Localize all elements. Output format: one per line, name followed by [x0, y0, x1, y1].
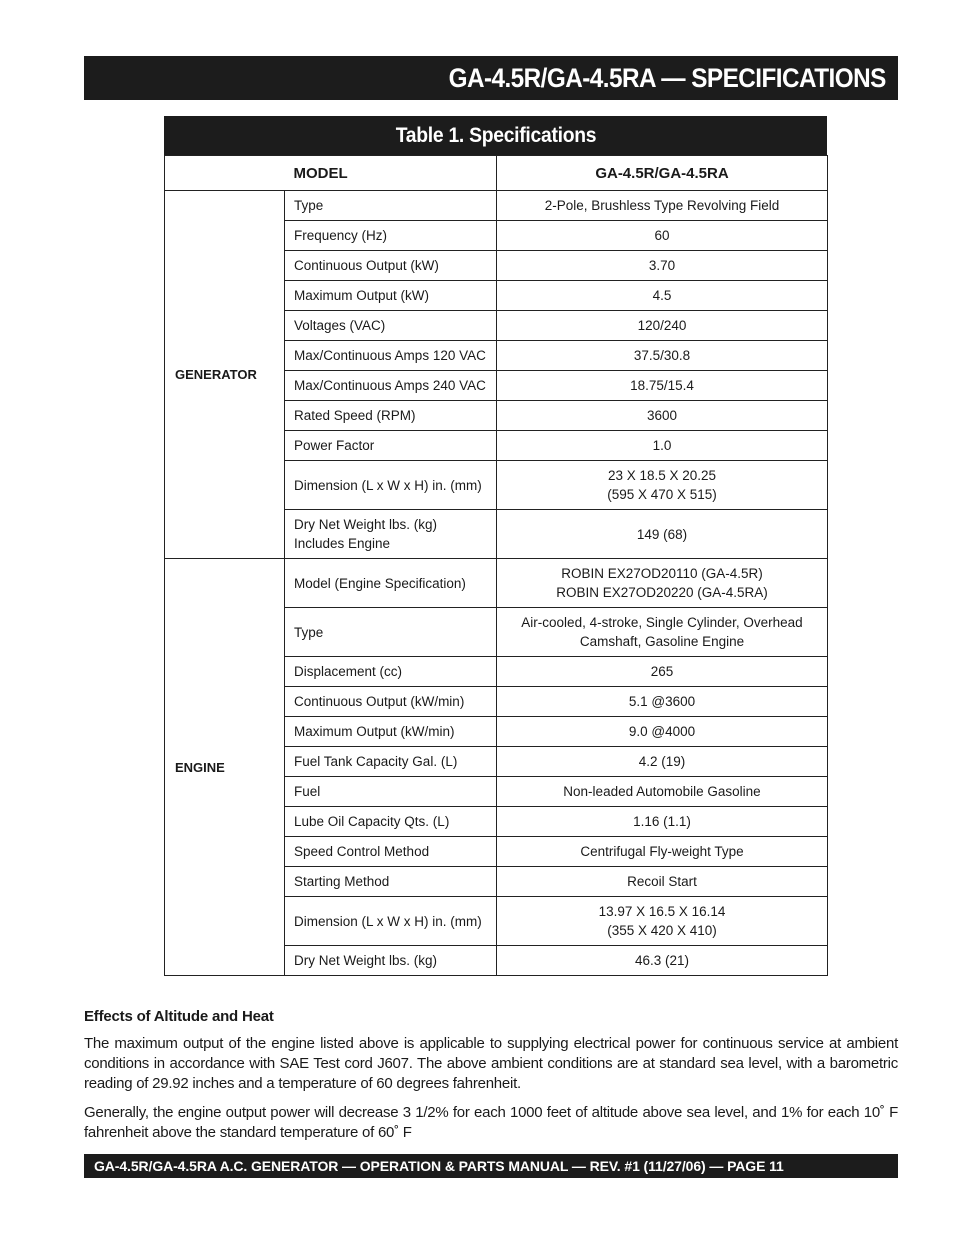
table-title-bar [164, 116, 827, 155]
spec-label [285, 401, 497, 431]
model-blank-cell [165, 156, 285, 191]
spec-label [285, 510, 497, 559]
spec-label-line: Rated Speed (RPM) [294, 408, 416, 423]
spec-label-line: Starting Method [294, 874, 390, 889]
spec-value-line: 149 (68) [636, 526, 688, 542]
spec-value [497, 867, 828, 897]
spec-label-line: Displacement (cc) [294, 664, 403, 679]
section-heading: Effects of Altitude and Heat [84, 1008, 274, 1025]
page-header [84, 56, 898, 100]
spec-label [285, 657, 497, 687]
page-footer [84, 1154, 898, 1178]
spec-value [497, 251, 828, 281]
spec-value-line: 5.1 @3600 [628, 694, 696, 709]
generator-spec-row [165, 191, 828, 221]
spec-value-line: 46.3 (21) [634, 953, 690, 968]
spec-label [285, 559, 497, 608]
spec-label-line: Dry Net Weight lbs. (kg) [294, 953, 438, 968]
spec-label-line: Max/Continuous Amps 240 VAC [294, 378, 486, 393]
spec-label [285, 837, 497, 867]
spec-label [285, 897, 497, 946]
spec-value-line: 1.16 (1.1) [633, 814, 691, 829]
spec-value-line: 265 [650, 664, 674, 679]
spec-value-line: 4.2 (19) [638, 754, 686, 769]
spec-label [285, 311, 497, 341]
spec-label [285, 946, 497, 976]
spec-value-line: ROBIN EX27OD20220 (GA-4.5RA) [556, 585, 768, 600]
spec-label [285, 431, 497, 461]
engine-group-label: ENGINE [165, 559, 285, 976]
spec-label [285, 281, 497, 311]
spec-value-line: 120/240 [637, 318, 687, 333]
spec-value [497, 687, 828, 717]
spec-label-line: Power Factor [294, 438, 375, 453]
spec-value-line: 37.5/30.8 [633, 348, 691, 363]
spec-value-line: Air-cooled, 4-stroke, Single Cylinder, Overhead [521, 615, 803, 630]
paragraph-derating: Generally, the engine output power will decrease 3 1/2% for each 1000 feet of altitude above sea level, and 1% for each 10˚ F fahrenheit above the standard temperature of 60˚ F [84, 1104, 898, 1141]
spec-label [285, 747, 497, 777]
spec-value [497, 401, 828, 431]
engine-spec-row [165, 559, 828, 608]
spec-value-line: Camshaft, Gasoline Engine [579, 634, 745, 649]
spec-value-line: 9.0 @4000 [628, 724, 696, 739]
spec-value-line: (595 X 470 X 515) [607, 487, 717, 502]
model-value: GA-4.5R/GA-4.5RA [497, 156, 828, 191]
spec-label-line: Continuous Output (kW/min) [294, 694, 465, 709]
spec-value-line: ROBIN EX27OD20110 (GA-4.5R) [561, 566, 763, 581]
spec-label [285, 777, 497, 807]
spec-label-line: Lube Oil Capacity Qts. (L) [294, 814, 450, 829]
spec-value [497, 431, 828, 461]
spec-label-line: Dry Net Weight lbs. (kg) [294, 517, 438, 532]
spec-value [497, 281, 828, 311]
footer-text: GA-4.5R/GA-4.5RA A.C. GENERATOR — OPERATION & PARTS MANUAL — REV. #1 (11/27/06) — PAGE 11 [94, 1158, 784, 1174]
page-title: GA-4.5R/GA-4.5RA — SPECIFICATIONS [448, 63, 886, 93]
spec-label [285, 191, 497, 221]
spec-value [497, 559, 828, 608]
model-label: MODEL [285, 156, 497, 191]
spec-value [497, 837, 828, 867]
spec-label-line: Max/Continuous Amps 120 VAC [294, 348, 486, 363]
spec-label [285, 717, 497, 747]
spec-value-line: 1.0 [652, 438, 672, 453]
spec-value [497, 371, 828, 401]
generator-group-label: GENERATOR [165, 191, 285, 559]
spec-value [497, 608, 828, 657]
spec-label-line: Voltages (VAC) [294, 318, 386, 333]
spec-label-line: Maximum Output (kW) [294, 288, 430, 303]
spec-label-line: Dimension (L x W x H) in. (mm) [294, 913, 482, 929]
spec-value [497, 341, 828, 371]
spec-value [497, 897, 828, 946]
spec-value [497, 221, 828, 251]
spec-value [497, 191, 828, 221]
spec-label [285, 461, 497, 510]
spec-label [285, 867, 497, 897]
spec-value-line: (355 X 420 X 410) [607, 923, 717, 938]
spec-label [285, 251, 497, 281]
spec-label-line: Continuous Output (kW) [294, 258, 439, 273]
spec-value [497, 510, 828, 559]
spec-value [497, 311, 828, 341]
spec-label-line: Fuel [294, 784, 321, 799]
spec-value [497, 807, 828, 837]
spec-label-line: Model (Engine Specification) [294, 575, 466, 591]
spec-value [497, 777, 828, 807]
spec-value-line: Recoil Start [627, 874, 697, 889]
spec-value [497, 946, 828, 976]
spec-value-line: 4.5 [652, 288, 672, 303]
specifications-table-container [164, 116, 827, 976]
spec-value-line: Non-leaded Automobile Gasoline [563, 784, 761, 799]
spec-value [497, 747, 828, 777]
spec-label-line: Dimension (L x W x H) in. (mm) [294, 477, 482, 493]
spec-label-line: Fuel Tank Capacity Gal. (L) [294, 754, 458, 769]
spec-label-line: Maximum Output (kW/min) [294, 724, 455, 739]
spec-label-line: Includes Engine [294, 536, 391, 551]
specifications-table [164, 155, 828, 976]
spec-label [285, 807, 497, 837]
spec-label [285, 341, 497, 371]
spec-label-line: Speed Control Method [294, 844, 430, 859]
spec-label [285, 371, 497, 401]
spec-value-line: 3600 [646, 408, 678, 423]
spec-value-line: 13.97 X 16.5 X 16.14 [598, 904, 726, 919]
spec-value-line: 23 X 18.5 X 20.25 [607, 468, 717, 483]
spec-label [285, 221, 497, 251]
spec-label [285, 687, 497, 717]
spec-label-line: Frequency (Hz) [294, 228, 388, 243]
spec-label-line: Type [294, 624, 324, 640]
spec-value-line: 3.70 [648, 258, 676, 273]
spec-value-line: 2-Pole, Brushless Type Revolving Field [544, 198, 780, 213]
model-row [165, 156, 828, 191]
spec-value-line: 60 [654, 228, 670, 243]
spec-value-line: Centrifugal Fly-weight Type [580, 844, 744, 859]
spec-label-line: Type [294, 198, 324, 213]
table-title: Table 1. Specifications [395, 124, 596, 147]
spec-value [497, 717, 828, 747]
spec-value [497, 657, 828, 687]
spec-label [285, 608, 497, 657]
spec-value [497, 461, 828, 510]
spec-value-line: 18.75/15.4 [630, 378, 694, 393]
paragraph-output-conditions: The maximum output of the engine listed above is applicable to supplying electrical power for continuous service at ambient conditions in accordance with SAE Test cord J607. The above ambient conditions are at standard sea level, with a barometric reading of 29.92 inches and a temperature of 60 degrees fahrenheit. [84, 1035, 898, 1092]
